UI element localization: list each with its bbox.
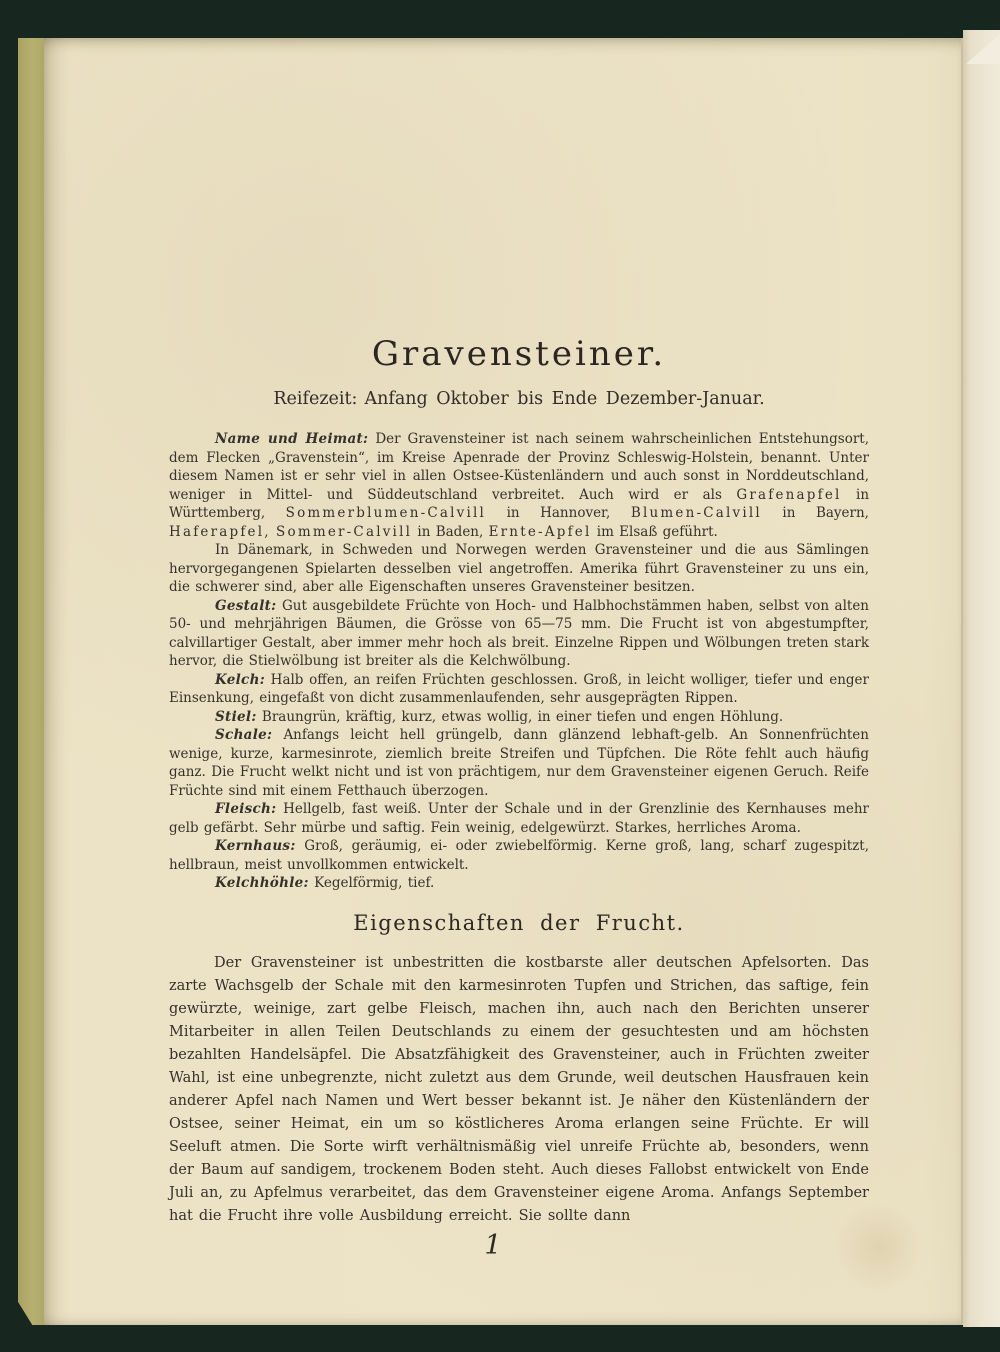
paragraph-gestalt [169, 597, 869, 671]
paragraph-label-name-und-heimat: Name und Heimat: [215, 431, 369, 447]
page-number: 1 [484, 1230, 502, 1261]
text-segment: Braungrün, kräftig, kurz, etwas wollig, in einer tiefen und engen Höhlung. [261, 708, 784, 725]
paragraph-kelch [169, 671, 869, 708]
page-title: Gravensteiner. [371, 334, 667, 374]
paragraph-name-und-heimat [169, 430, 869, 541]
text-segment: in Bayern, [782, 505, 869, 521]
text-segment: Anfangs leicht hell grüngelb, dann glänzend lebhaft-gelb. An Sonnenfrüchten wenige, kurze, karmesinrote, ziemlich breite Streifen und Tüpfchen. Die Röte fehlt auch häufig ganz. Die Frucht welkt nicht und ist von prächtigem, nur dem Gravensteiner eigenen Geruch. Reife Früchte sind mit einem Fetthauch überzogen. [169, 727, 869, 799]
text-segment: Kegelförmig, tief. [314, 875, 435, 891]
variety-name: Grafenapfel [736, 486, 842, 503]
ripeness-line [169, 389, 869, 409]
paragraph-schale [169, 726, 869, 800]
paragraph-label-kernhaus: Kernhaus: [215, 838, 296, 854]
text-segment: in Baden, [417, 523, 484, 540]
paragraph-daenemark [169, 541, 869, 597]
characteristics-block [169, 430, 869, 893]
page-left-olive-edge [18, 38, 44, 1325]
paragraph-stiel [169, 708, 869, 727]
variety-name: Haferapfel, [169, 523, 271, 540]
text-segment: In Dänemark, in Schweden und Norwegen werden Gravensteiner und die aus Sämlingen hervorgegangenen Spielarten desselben viel angetroffen. Amerika führt Gravensteiner zu uns ein, die schwerer sind, aber alle Eigenschaften unseres Gravensteiner besitzen. [169, 542, 869, 595]
next-page-edge [963, 30, 1000, 1327]
text-segment: in Hannover, [506, 505, 611, 521]
text-segment: Hellgelb, fast weiß. Unter der Schale und in der Grenzlinie des Kernhauses mehr gelb gefärbt. Sehr mürbe und saftig. Fein weinig, edelgewürzt. Starkes, herrliches Aroma. [169, 801, 870, 836]
ripeness-value: Anfang Oktober bis Ende Dezember-Januar. [364, 389, 765, 409]
paragraph-kernhaus [169, 837, 869, 874]
paragraph-label-stiel: Stiel: [215, 708, 257, 725]
paragraph-label-fleisch: Fleisch: [215, 801, 277, 817]
book-page [44, 38, 963, 1325]
variety-name: Sommer-Calvill [276, 523, 413, 540]
text-segment: Halb offen, an reifen Früchten geschlossen. Groß, in leicht wolliger, tiefer und enger Einsenkung, eingefaßt von dicht zusammenlaufenden, sehr ausgeprägten Rippen. [169, 671, 869, 706]
page-content [169, 334, 870, 1261]
paragraph-label-schale: Schale: [215, 727, 273, 743]
paragraph-label-kelch: Kelch: [215, 671, 265, 688]
paragraph-label-kelchhoehle: Kelchhöhle: [215, 875, 309, 891]
text-segment: Gut ausgebildete Früchte von Hoch- und Halbhochstämmen haben, selbst von alten 50- und mehrjährigen Bäumen, die Grösse von 65—75 mm. Die Frucht ist von abgestumpfter, calvillartiger Gestalt, aber immer mehr hoch als breit. Einzelne Rippen und Wölbungen treten stark hervor, die Stielwölbung ist breiter als die Kelchwölbung. [169, 597, 869, 669]
ripeness-label: Reifezeit: [273, 389, 358, 409]
fruit-properties-block [169, 952, 869, 1228]
variety-name: Ernte-Apfel [488, 523, 592, 540]
text-segment: in Württemberg, [169, 486, 870, 521]
paragraph-fleisch [169, 800, 869, 837]
page-corner-fold [966, 34, 1000, 64]
text-segment: Groß, geräumig, ei- oder zwiebelförmig. Kerne groß, lang, scharf zugespitzt, hellbraun, meist unvollkommen entwickelt. [169, 838, 869, 873]
text-segment: Der Gravensteiner ist nach seinem wahrscheinlichen Entstehungsort, dem Flecken „Gravenstein“, im Kreise Apenrade der Provinz Schleswig-Holstein, benannt. Unter diesem Namen ist er sehr viel in allen Ostsee-Küstenländern und auch sonst in Norddeutschland, weniger in Mittel- und Süddeutschland verbreitet. Auch wird er als [169, 431, 869, 503]
paragraph-eigenschaften: Der Gravensteiner ist unbestritten die kostbarste aller deutschen Apfelsorten. Das zarte Wachsgelb der Schale mit den karmesinroten Tupfen und Strichen, das saftige, fein gewürzte, weinige, zart gelbe Fleisch, machen ihn, auch nach den Berichten unserer Mitarbeiter in allen Teilen Deutschlands zu einem der gesuchtesten und am höchsten bezahlten Handelsäpfel. Die Absatzfähigkeit des Gravensteiner, auch in Früchten zweiter Wahl, ist eine unbegrenzte, nicht zuletzt aus dem Grunde, weil deutschen Hausfrauen kein anderer Apfel nach Namen und Wert besser bekannt ist. Je näher den Küstenländern der Ostsee, seiner Heimat, ein um so köstlicheres Aroma erlangen seine Früchte. Er will Seeluft atmen. Die Sorte wirft verhältnismäßig viel unreife Früchte ab, besonders, wenn der Baum auf sandigem, trockenem Boden steht. Auch dieses Fallobst entwickelt von Ende Juli an, zu Apfelmus verarbeitet, das dem Gravensteiner eigene Aroma. Anfangs September hat die Frucht ihre volle Ausbildung erreicht. Sie sollte dann [169, 954, 869, 1224]
variety-name: Sommerblumen-Calvill [285, 505, 487, 521]
paragraph-label-gestalt: Gestalt: [215, 597, 277, 614]
section-heading: Eigenschaften der Frucht. [353, 910, 685, 935]
variety-name: Blumen-Calvill [630, 505, 762, 521]
paragraph-kelchhoehle [169, 874, 869, 893]
text-segment: im Elsaß geführt. [596, 523, 718, 540]
